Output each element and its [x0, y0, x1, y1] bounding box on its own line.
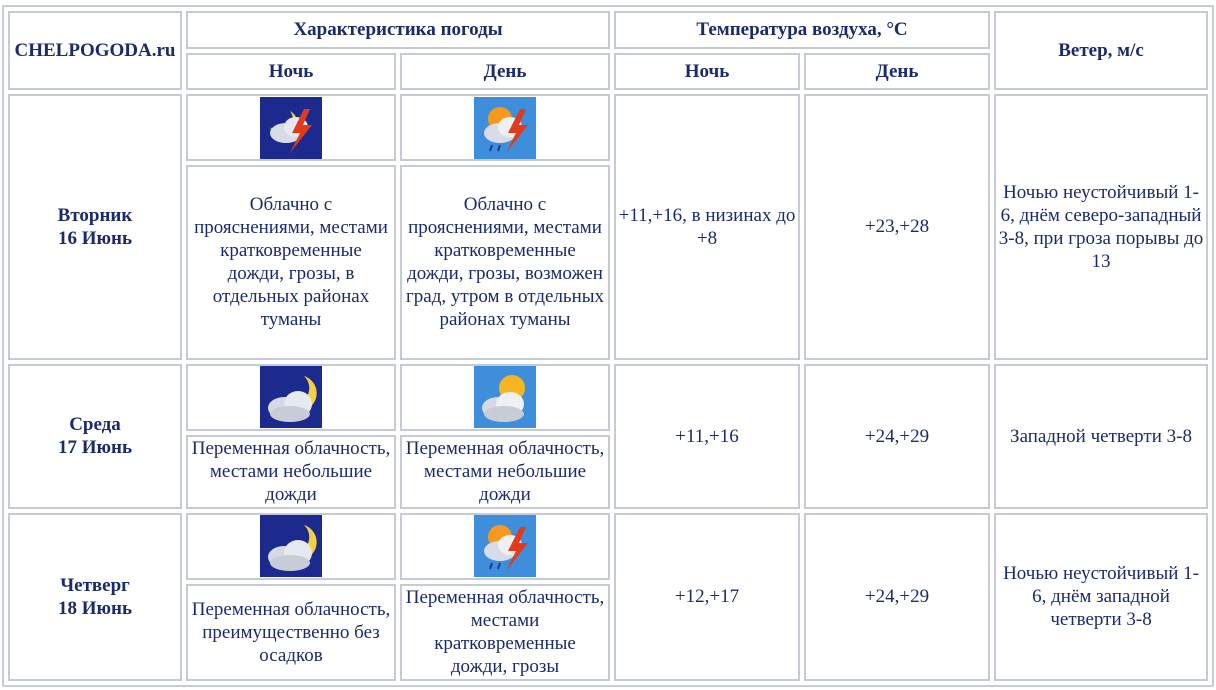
- night-description: Облачно с прояснениями, местами кратковременные дожди, грозы, в отдельных районах туманы: [186, 165, 396, 360]
- date: 18 Июнь: [57, 597, 133, 619]
- temp-day: +23,+28: [804, 94, 990, 360]
- day-description: Переменная облачность, местами кратковременные дожди, грозы: [400, 584, 610, 681]
- wind: Западной четверти 3-8: [994, 364, 1208, 509]
- night-icon-cell: [186, 513, 396, 580]
- temp-day: +24,+29: [804, 364, 990, 509]
- sun-cloud-icon: [474, 366, 536, 428]
- date: 17 Июнь: [57, 437, 133, 459]
- day-label: [8, 513, 182, 681]
- night-description: Переменная облачность, преимущественно без осадков: [186, 584, 396, 681]
- day-description: Облачно с прояснениями, местами кратковременные дожди, грозы, возможен град, утром в отдельных районах туманы: [400, 165, 610, 360]
- day-description: Переменная облачность, местами небольшие дожди: [400, 435, 610, 509]
- site-name: CHELPOGODA.ru: [8, 11, 182, 90]
- forecast-table: [2, 5, 1214, 687]
- weekday: Четверг: [60, 574, 130, 596]
- temp-night: +11,+16: [614, 364, 800, 509]
- weather-night-header: Ночь: [186, 53, 396, 91]
- day-label: [8, 364, 182, 509]
- weekday: Среда: [69, 414, 121, 436]
- day-label: [8, 94, 182, 360]
- temperature-header: Температура воздуха, °C: [614, 11, 990, 49]
- wind: Ночью неустойчивый 1-6, днём северо-западный 3-8, при гроза порывы до 13: [994, 94, 1208, 360]
- temp-night-header: Ночь: [614, 53, 800, 91]
- day-icon-cell: [400, 94, 610, 161]
- temp-day: +24,+29: [804, 513, 990, 681]
- temp-day-header: День: [804, 53, 990, 91]
- night-icon-cell: [186, 364, 396, 431]
- wind-header: Ветер, м/с: [994, 11, 1208, 90]
- weather-header: Характеристика погоды: [186, 11, 610, 49]
- temp-night: +12,+17: [614, 513, 800, 681]
- moon-cloud-icon: [260, 366, 322, 428]
- temp-night: +11,+16, в низинах до +8: [614, 94, 800, 360]
- weekday: Вторник: [57, 204, 133, 226]
- day-thunderstorm-icon: [474, 515, 536, 577]
- night-description: Переменная облачность, местами небольшие дожди: [186, 435, 396, 509]
- night-thunderstorm-icon: [260, 97, 322, 159]
- moon-cloud-icon: [260, 515, 322, 577]
- day-icon-cell: [400, 364, 610, 431]
- weather-day-header: День: [400, 53, 610, 91]
- night-icon-cell: [186, 94, 396, 161]
- wind: Ночью неустойчивый 1-6, днём западной четверти 3-8: [994, 513, 1208, 681]
- day-icon-cell: [400, 513, 610, 580]
- date: 16 Июнь: [57, 227, 133, 249]
- day-thunderstorm-icon: [474, 97, 536, 159]
